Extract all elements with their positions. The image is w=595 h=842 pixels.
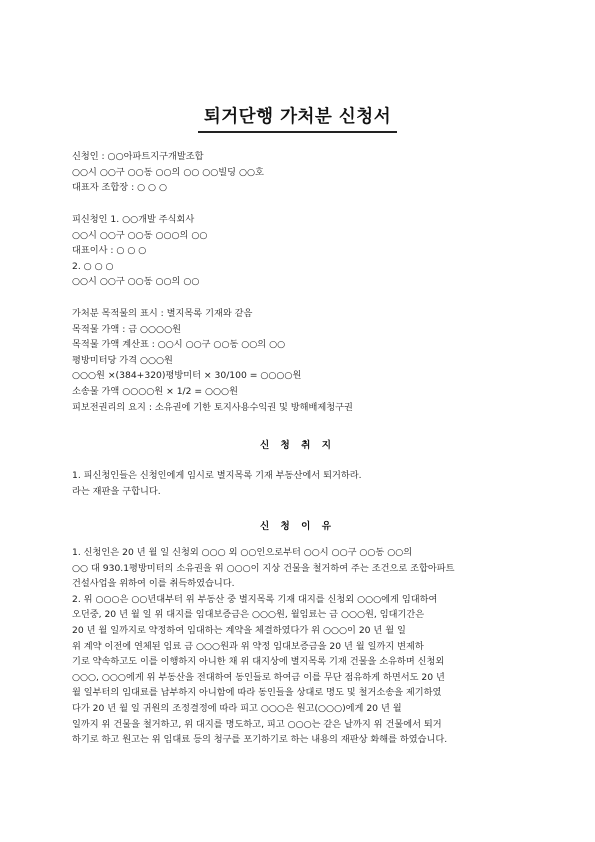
title-area: [0, 103, 595, 133]
respondent-second: 2. ○ ○ ○: [72, 260, 114, 272]
reason-line: ○○○, ○○○에게 위 부동산을 전대하여 동인들로 하여금 이를 무단 점유하게 하면서도 20 년: [72, 671, 445, 683]
object-calc-table: 목적물 가액 계산표 : ○○시 ○○구 ○○동 ○○의 ○○: [72, 339, 286, 351]
reason-line: 1. 신청인은 20 년 월 일 신청외 ○○○ 외 ○○인으로부터 ○○시 ○○구 ○○동 ○○의: [72, 547, 413, 558]
object-protected-right: 피보전권리의 요지 : 소유권에 기한 토지사용수익권 및 방해배제청구권: [72, 401, 353, 413]
reason-line: 20 년 월 일까지로 약정하여 임대하는 계약을 체결하였다가 위 ○○○이 20 년 월 일: [72, 624, 406, 636]
applicant-section: [72, 149, 528, 196]
object-calc-formula: ○○○원 ×(384+320)평방미터 × 30/100 = ○○○○원: [72, 370, 302, 382]
reason-line: 일까지 위 건물을 철거하고, 위 대지를 명도하고, 피고 ○○○는 같은 날까지 위 건물에서 퇴거: [72, 718, 442, 730]
reason-line: 기로 약속하고도 이를 이행하지 아니한 채 위 대지상에 별지목록 기재 건물을 소유하며 신청외: [72, 656, 445, 668]
reason-line: 2. 위 ○○○은 ○○년대부터 위 부동산 중 별지목록 기재 대지를 신청외 ○○○에게 임대하여: [72, 593, 438, 605]
reason-line: 하기로 하고 원고는 위 임대료 등의 청구를 포기하기로 하는 내용의 재판상 화해를 하였습니다.: [72, 734, 448, 746]
applicant-representative: 대표자 조합장 : ○ ○ ○: [72, 182, 167, 194]
purpose-line: 1. 피신청인들은 신청인에게 임시로 별지목록 기재 부동산에서 퇴거하라.: [72, 470, 362, 481]
applicant-line: 신청인 : ○○아파트지구개발조합: [72, 151, 204, 162]
respondent-section: [72, 212, 528, 290]
reason-line: 건설사업을 위하여 이를 취득하였습니다.: [72, 578, 235, 590]
respondent-line: 피신청인 1. ○○개발 주식회사: [72, 214, 195, 225]
reason-line: ○○ 대 930.1평방미터의 소유권을 위 ○○○이 지상 건물을 철거하여 주는 조건으로 조합아파트: [72, 562, 455, 574]
reason-section: [72, 545, 528, 748]
object-section: [72, 306, 528, 415]
reason-line: 위 계약 이전에 연체된 임료 금 ○○○원과 위 약정 임대보증금을 20 년 월 일까지 변제하: [72, 640, 424, 652]
reason-line: 월 일부터의 임대료를 납부하지 아니함에 따라 동인들을 상대로 명도 및 철거소송을 제기하였: [72, 687, 442, 699]
reason-line: 다가 20 년 월 일 귀원의 조정결정에 따라 피고 ○○○은 원고(○○○)에게 20 년 월: [72, 702, 402, 714]
object-unit-price: 평방미터당 가격 ○○○원: [72, 354, 173, 366]
respondent-second-address: ○○시 ○○구 ○○동 ○○의 ○○: [72, 276, 200, 288]
object-claim-value: 소송물 가액 ○○○○원 × 1/2 = ○○○원: [72, 385, 238, 397]
purpose-section: [72, 468, 528, 499]
purpose-heading: 신 청 취 지: [259, 440, 336, 451]
applicant-address: ○○시 ○○구 ○○동 ○○의 ○○ ○○빌딩 ○○호: [72, 166, 264, 178]
reason-line: 오던중, 20 년 월 일 위 대지를 임대보증금은 ○○○원, 월임료는 금 ○○○원, 임대기간은: [72, 609, 425, 621]
document-title: 퇴거단행 가처분 신청서: [198, 103, 397, 133]
object-description: 가처분 목적물의 표시 : 별지목록 기재와 같음: [72, 308, 253, 319]
object-value: 목적물 가액 : 금 ○○○○원: [72, 323, 181, 335]
respondent-address: ○○시 ○○구 ○○동 ○○○의 ○○: [72, 229, 208, 241]
reason-heading: 신 청 이 유: [259, 521, 336, 532]
purpose-line: 라는 재판을 구합니다.: [72, 485, 161, 497]
respondent-representative: 대표이사 : ○ ○ ○: [72, 245, 147, 257]
